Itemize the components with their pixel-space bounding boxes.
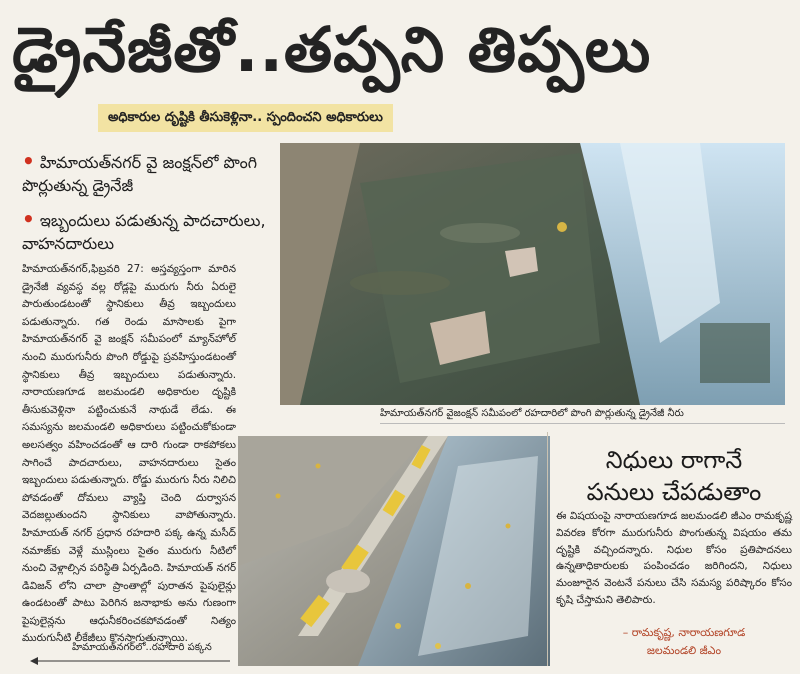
bullet-2	[22, 208, 274, 255]
column-divider	[547, 432, 548, 666]
roadside-photo	[238, 436, 550, 666]
bullet-dot-icon: •	[22, 207, 35, 231]
sidebar-signature	[576, 624, 792, 660]
article-body: హిమాయత్‌నగర్,ఫిబ్రవరి 27: అస్తవ్యస్తంగా మారిన డ్రైనేజీ వ్యవస్థ వల్ల రోడ్లపై మురుగు నీరు ఏరులై పారుతుండటంతో స్థానికులు తీవ్ర ఇబ్బందులు పడుతున్నారు. గత రెండు మాసాలకు పైగా హిమాయత్‌నగర్ వై జంక్షన్ సమీపంలో మ్యాన్‌హోల్ నుంచి మురుగునీరు పొంగి రోడ్డుపై ప్రవహిస్తుండటంతో స్థానికులు తీవ్ర ఇబ్బందులు పడుతున్నారు. నారాయణగూడ జలమండలి అధికారుల దృష్టికి తీసుకువెళ్లినా పట్టించుకునే నాథుడే లేడు. ఈ సమస్యను జలమండలి అధికారులు పట్టించుకోకుండా అలసత్వం వహించడంతో ఆ దారి గుండా రాకపోకలు సాగించే పాదచారులు, వాహనదారులు సైతం ఇబ్బందులు పడుతున్నారు. రోడ్డు మురుగు నీరు నిలిచి పోవడంతో దోమలు వ్యాప్తి చెంది దుర్వాసన వెదజల్లుతుందని స్థానికులు వాపోతున్నారు. హిమాయత్ నగర్ ప్రధాన రహదారి పక్క ఉన్న మసీద్ నమాజ్‌కు వెళ్లే ముస్లింలు సైతం మురుగు నీటిలో నుంచి వెళ్లాల్సిన పరిస్థితి ఏర్పడింది. హిమాయత్ నగర్ డివిజన్ లోని చాలా ప్రాంతాల్లో పురాతన పైపులైన్లు ఉండటంతో పాటు పెరిగిన జనాభాకు అను గుణంగా పైపులైన్లను ఆధునీకరించకపోవడంతో నిత్యం మురుగునీటి లీకేజీలు కొనసాగుతున్నాయి.	[22, 263, 236, 645]
bullet-text: హిమాయత్‌నగర్ వై జంక్షన్‌లో పొంగి పొర్లుతున్న డ్రైనేజీ	[22, 153, 258, 195]
drainage-photo-main	[280, 143, 785, 405]
subheadline: అధికారుల దృష్టికి తీసుకెళ్లినా.. స్పందించని అధికారులు	[98, 104, 393, 132]
sidebar-title-line2: పనులు చేపడుతాం	[586, 478, 762, 506]
sidebar-title-line1: నిధులు రాగానే	[605, 446, 743, 474]
bullet-text: ఇబ్బందులు పడుతున్న పాదచారులు, వాహనదారులు	[22, 211, 266, 253]
headline: డ్రైనేజీతో..తప్పని తిప్పలు	[12, 13, 652, 86]
photo2-caption: హిమాయత్‌నగర్‌లో..రహదారి పక్కన	[72, 642, 212, 653]
sidebar-sign-line2: జలమండలి జీఎం	[646, 644, 722, 657]
sidebar-title	[556, 444, 792, 508]
caption-arrow-icon	[30, 656, 230, 666]
sidebar-sign-line1: – రామకృష్ణ, నారాయణగూడ	[622, 626, 746, 639]
photo1-caption: హిమాయత్‌నగర్ వైజంక్షన్ సమీపంలో రహదారిలో పొంగి పొర్లుతున్న డ్రైనేజీ నీరు	[380, 405, 785, 424]
bullet-1	[22, 150, 274, 197]
bullet-dot-icon: •	[22, 149, 35, 173]
sidebar-body: ఈ విషయంపై నారాయణగూడ జలమండలి జీఎం రామకృష్ణ వివరణ కోరగా మురుగునీరు పొంగుతున్న విషయం తమ దృష్టికి వచ్చిందన్నారు. నిధుల కోసం ప్రతిపాదనలు ఉన్నతాధికారులకు పంపించడం జరిగిందని, నిధులు మంజూరైన వెంటనే పనులు చేసి సమస్య పరిష్కారం కోసం కృషి చేస్తామని తెలిపారు.	[556, 510, 792, 606]
